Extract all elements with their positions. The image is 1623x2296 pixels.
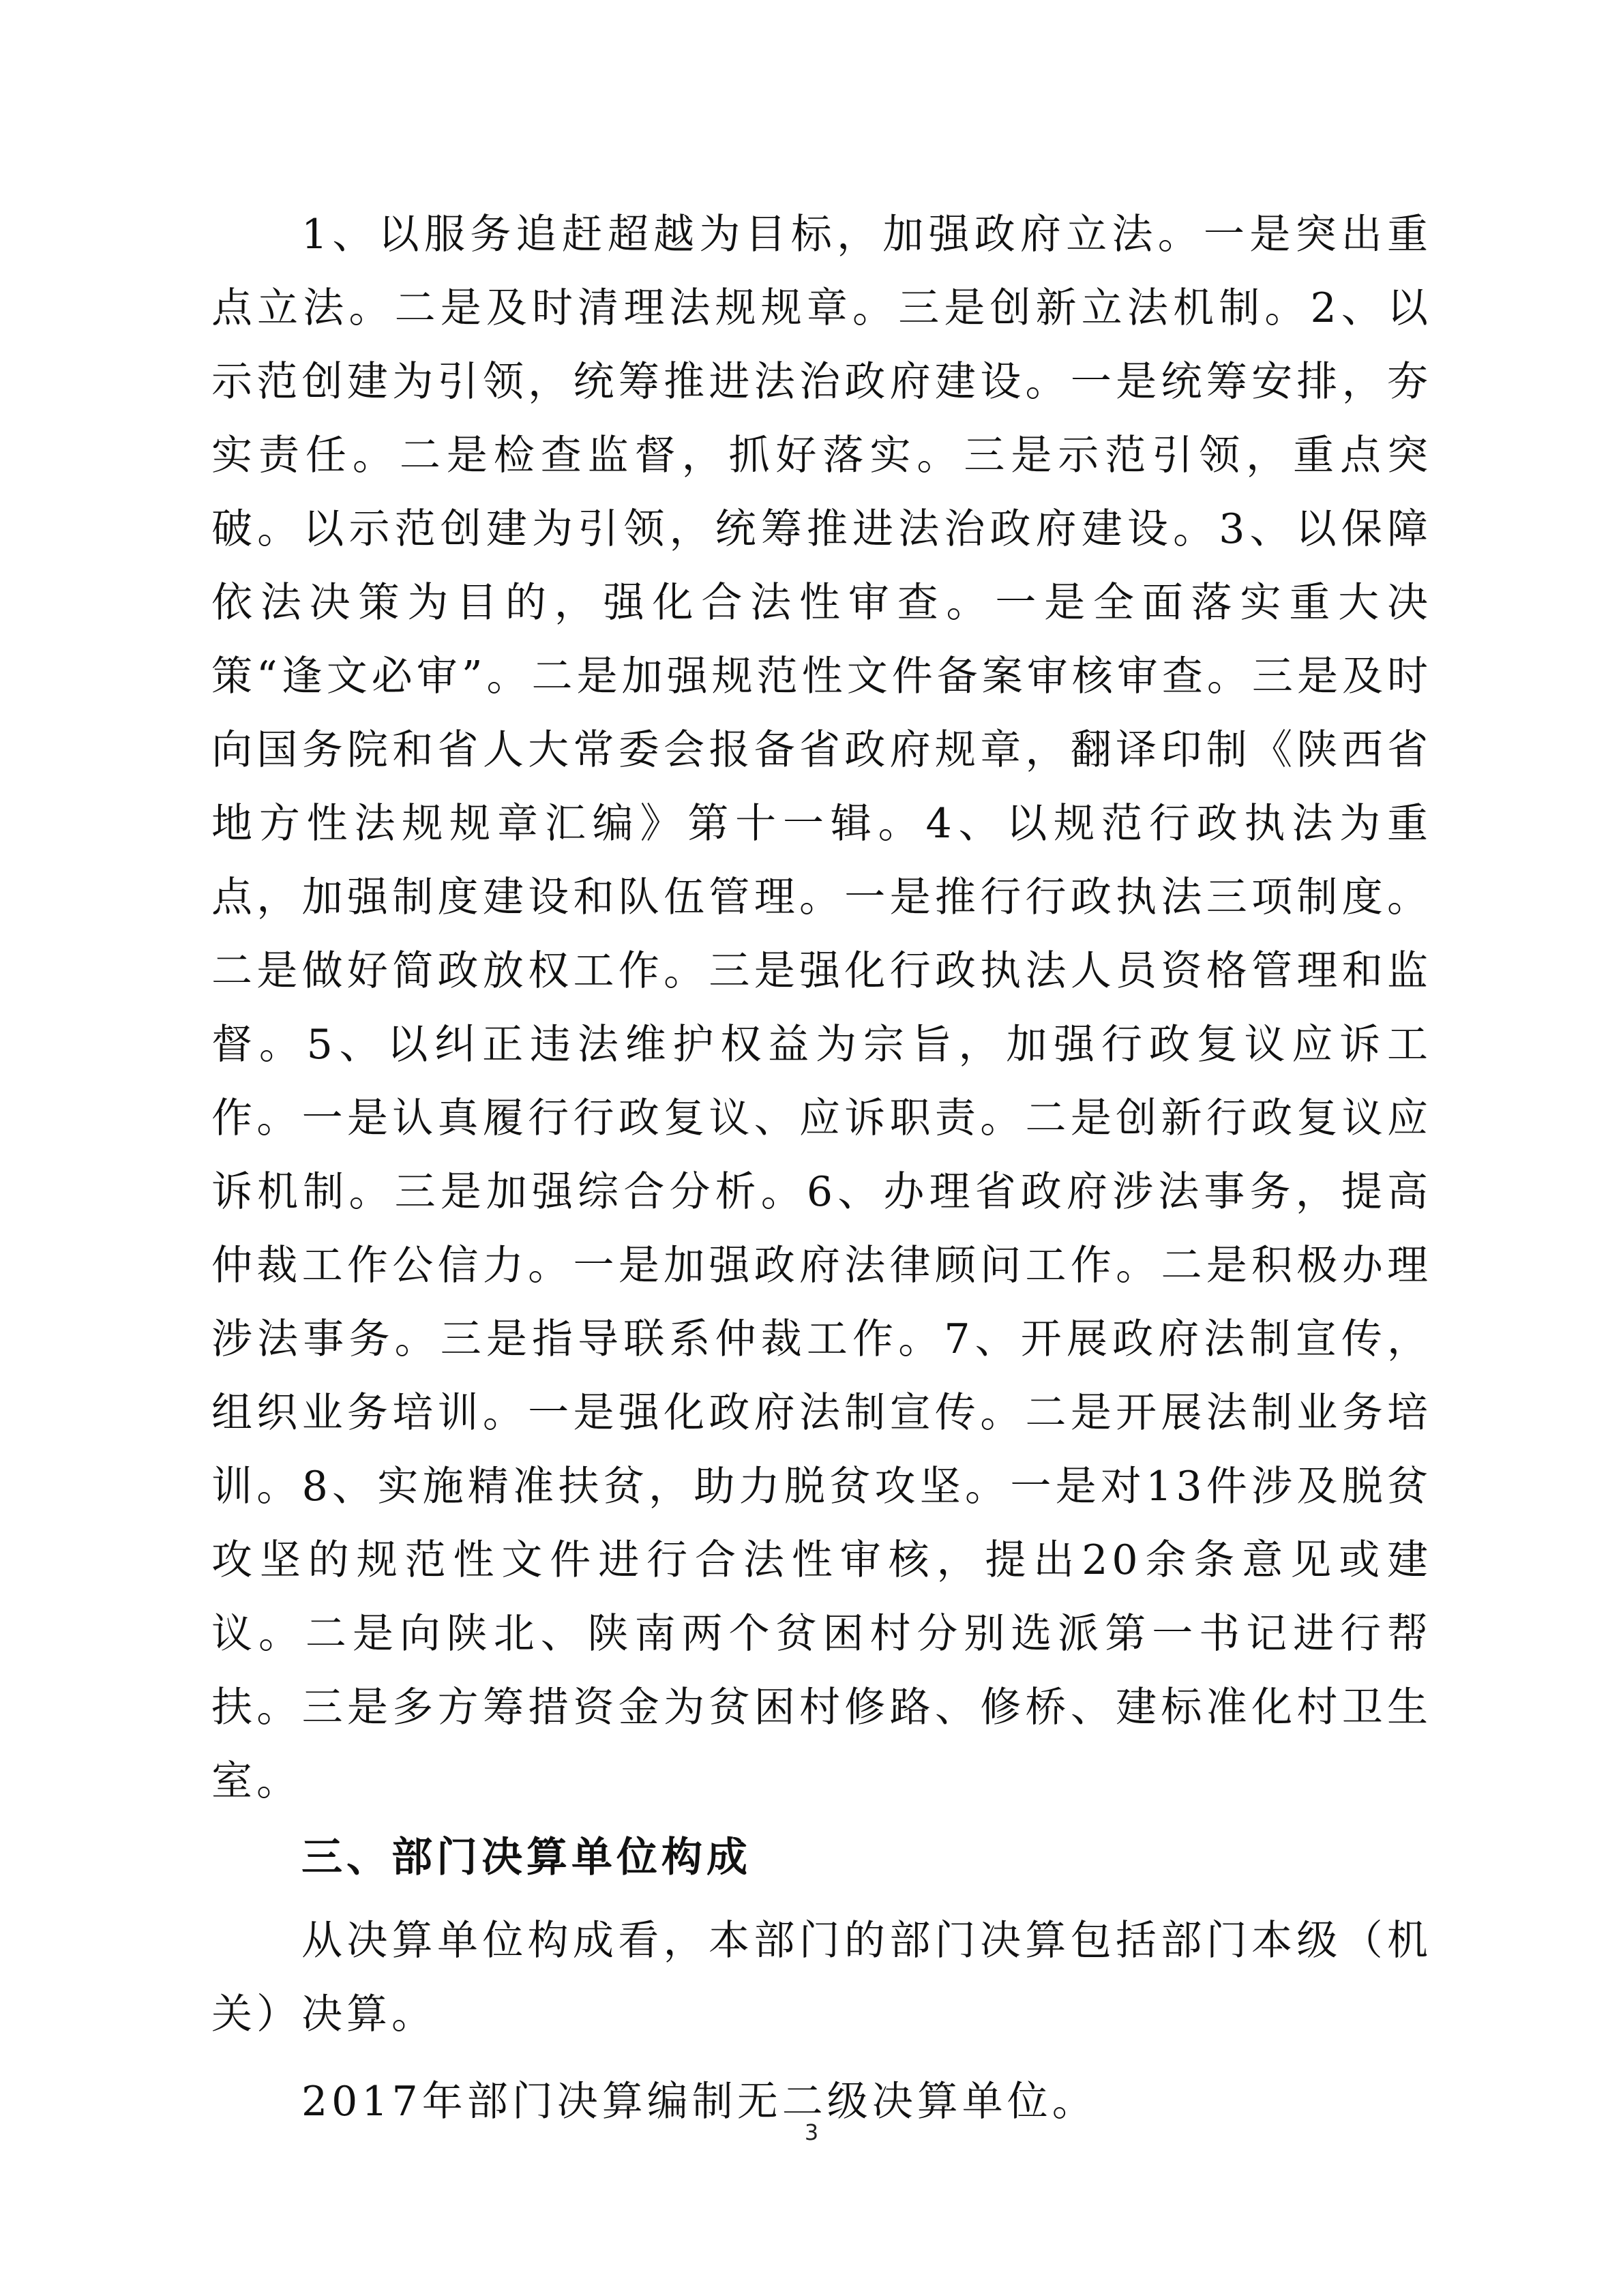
document-body	[211, 198, 1432, 2138]
body-paragraph-unit-composition: 从决算单位构成看，本部门的部门决算包括部门本级（机关）决算。	[211, 1917, 1432, 2038]
section-heading: 三、部门决算单位构成	[301, 1834, 751, 1881]
body-paragraph-no-secondary-units: 2017年部门决算编制无二级决算单位。	[301, 2078, 1097, 2126]
page-number: 3	[804, 2119, 819, 2145]
body-paragraph-work-summary: 1、以服务追赶超越为目标，加强政府立法。一是突出重点立法。二是及时清理法规规章。三是创新立法机制。2、以示范创建为引领，统筹推进法治政府建设。一是统筹安排，夯实责任。二是检查监督，抓好落实。三是示范引领，重点突破。以示范创建为引领，统筹推进法治政府建设。3、以保障依法决策为目的，强化合法性审查。一是全面落实重大决策“逢文必审”。二是加强规范性文件备案审核审查。三是及时向国务院和省人大常委会报备省政府规章，翻译印制《陕西省地方性法规规章汇编》第十一辑。4、以规范行政执法为重点，加强制度建设和队伍管理。一是推行行政执法三项制度。二是做好简政放权工作。三是强化行政执法人员资格管理和监督。5、以纠正违法维护权益为宗旨，加强行政复议应诉工作。一是认真履行行政复议、应诉职责。二是创新行政复议应诉机制。三是加强综合分析。6、办理省政府涉法事务，提高仲裁工作公信力。一是加强政府法律顾问工作。二是积极办理涉法事务。三是指导联系仲裁工作。7、开展政府法制宣传，组织业务培训。一是强化政府法制宣传。二是开展法制业务培训。8、实施精准扶贫，助力脱贫攻坚。一是对13件涉及脱贫攻坚的规范性文件进行合法性审核，提出20余条意见或建议。二是向陕北、陕南两个贫困村分别选派第一书记进行帮扶。三是多方筹措资金为贫困村修路、修桥、建标准化村卫生室。	[211, 211, 1432, 1805]
